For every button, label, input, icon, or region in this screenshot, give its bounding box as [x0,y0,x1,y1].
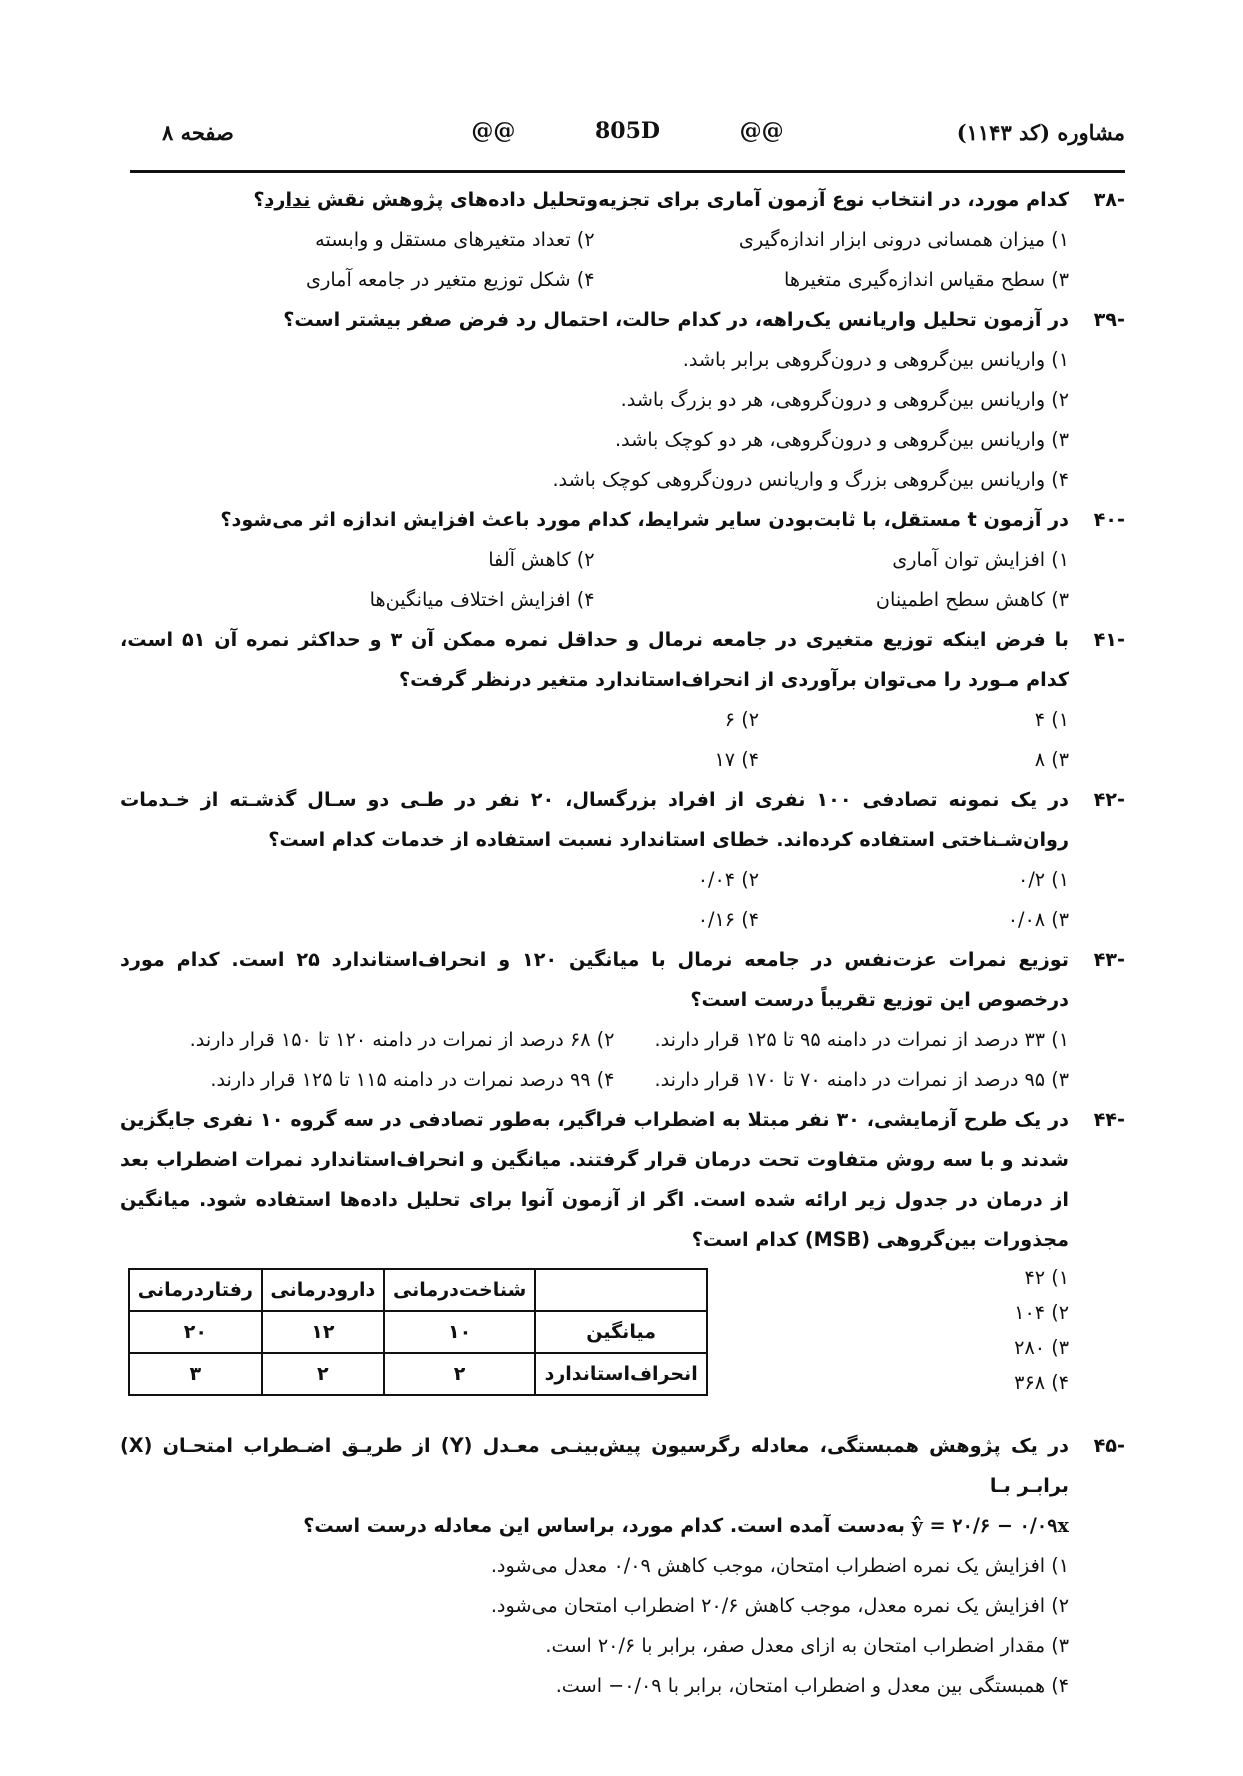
option-2[interactable]: ۲) واریانس بین‌گروهی و درون‌گروهی، هر دو بزرگ باشد. [620,388,1069,411]
question-number: -۳۸ [1093,188,1125,211]
question-number: -۴۰ [1093,508,1125,531]
option-4[interactable]: ۴) همبستگی بین معدل و اضطراب امتحان، برابر با ۰/۰۹− است. [555,1674,1069,1697]
questions-area [120,180,1125,1706]
option-1[interactable]: ۱) ۴۲ [1024,1266,1069,1289]
question-text [120,1426,1069,1546]
header-marker: @@ [739,118,784,144]
table-header-row [129,1269,707,1311]
question-text: در آزمون تحلیل واریانس یک‌راهه، در کدام حالت، احتمال رد فرض صفر بیشتر است؟ [283,308,1069,331]
options [449,700,1069,780]
question-text: کدام مورد، در انتخاب نوع آزمون آماری برای تجزیه‌وتحلیل داده‌های پژوهش نقش ندارد؟ [253,188,1069,211]
option-4[interactable]: ۴) شکل توزیع متغیر در جامعه آماری [306,268,595,291]
question-number: -۴۴ [1093,1108,1125,1131]
header-divider [130,170,1125,173]
question-text: با فرض اینکه توزیع متغیری در جامعه نرمال و حداقل نمره ممکن آن ۳ و حداکثر نمره آن ۵۱ است، کدام مـورد را می‌توان برآوردی از انحراف‌استاندارد متغیر درنظر گرفت؟ [120,628,1069,691]
underlined-word: ندارد [264,188,311,211]
header-course-code: مشاوره (کد ۱۱۴۳) [956,120,1125,145]
question-text: در یک نمونه تصادفی ۱۰۰ نفری از افراد بزرگسال، ۲۰ نفر در طـی دو سـال گذشـته از خـدمات روان‌شـناختی استفاده کرده‌اند. خطای استاندارد نسبت استفاده از خدمات کدام است؟ [120,788,1070,851]
treatment-table [128,1268,708,1396]
option-2[interactable]: ۲) ۰/۰۴ [697,868,759,891]
table-row-label: انحراف‌استاندارد [535,1353,707,1395]
table-cell: ۲ [262,1353,384,1395]
option-2[interactable]: ۲) ۶۸ درصد از نمرات در دامنه ۱۲۰ تا ۱۵۰ قرار دارند. [189,1028,615,1051]
table-row [129,1353,707,1395]
table-header-cell: دارودرمانی [262,1269,384,1311]
question-number: -۴۳ [1093,948,1125,971]
question-text-line-2: ŷ = ۲۰/۶ − ۰/۰۹x به‌دست آمده است. کدام مورد، براساس این معادله درست است؟ [303,1514,1069,1537]
question-text: در یک طرح آزمایشی، ۳۰ نفر مبتلا به اضطراب فراگیر، به‌طور تصادفی در سه گروه ۱۰ نفری جایگزین شدند و با سه روش متفاوت تحت درمان قرار گرفتند. میانگین و انحراف‌استاندارد نمرات اضطراب بعد از درمان در جدول زیر ارائه شده است. اگر از آزمون آنوا برای تحلیل داده‌ها استفاده شود. میانگین مجذورات بین‌گروهی (MSB) کدام است؟ [120,1108,1069,1251]
option-3[interactable]: ۳) ۰/۰۸ [1007,908,1069,931]
options [120,340,1069,500]
question-38 [120,180,1125,300]
option-2[interactable]: ۲) تعداد متغیرهای مستقل و وابسته [315,228,595,251]
option-3[interactable]: ۳) سطح مقیاس اندازه‌گیری متغیرها [783,268,1069,291]
table-header-cell: شناخت‌درمانی [384,1269,535,1311]
option-4[interactable]: ۴) ۱۷ [714,748,759,771]
table-cell [535,1269,707,1311]
option-3[interactable]: ۳) کاهش سطح اطمینان [875,588,1069,611]
option-3[interactable]: ۳) واریانس بین‌گروهی و درون‌گروهی، هر دو کوچک باشد. [614,428,1069,451]
option-1[interactable]: ۱) ۳۳ درصد از نمرات در دامنه ۹۵ تا ۱۲۵ قرار دارند. [654,1028,1069,1051]
header-booklet-code [130,118,1125,144]
options [120,1020,1069,1060]
options [120,220,1069,300]
page-header [130,112,1125,158]
question-44 [120,1100,1125,1426]
table-cell: ۲ [384,1353,535,1395]
question-number: -۴۲ [1093,788,1125,811]
option-4[interactable]: ۴) ۰/۱۶ [697,908,759,931]
table-row-label: میانگین [535,1311,707,1353]
question-40 [120,500,1125,620]
option-3[interactable]: ۳) ۸ [1034,748,1069,771]
option-4[interactable]: ۴) افزایش اختلاف میانگین‌ها [369,588,595,611]
table-cell: ۱۰ [384,1311,535,1353]
header-page-number: صفحه ۸ [162,120,234,145]
question-number: -۳۹ [1093,308,1125,331]
option-1[interactable]: ۱) میزان همسانی درونی ابزار اندازه‌گیری [738,228,1069,251]
options [120,1546,1069,1706]
option-4[interactable]: ۴) واریانس بین‌گروهی بزرگ و واریانس درون‌گروهی کوچک باشد. [552,468,1069,491]
option-1[interactable]: ۱) افزایش یک نمره اضطراب امتحان، موجب کاهش ۰/۰۹ معدل می‌شود. [490,1554,1069,1577]
option-4[interactable]: ۴) ۳۶۸ [1014,1371,1069,1394]
option-2[interactable]: ۲) ۶ [724,708,759,731]
question-text: توزیع نمرات عزت‌نفس در جامعه نرمال با میانگین ۱۲۰ و انحراف‌استاندارد ۲۵ است. کدام مورد درخصوص این توزیع تقریباً درست است؟ [120,948,1069,1011]
table-cell: ۱۲ [262,1311,384,1353]
question-number: -۴۵ [1093,1434,1125,1457]
header-marker: @@ [471,118,516,144]
question-39 [120,300,1125,500]
option-2[interactable]: ۲) افزایش یک نمره معدل، موجب کاهش ۲۰/۶ اضطراب امتحان می‌شود. [490,1594,1069,1617]
option-1[interactable]: ۱) ۰/۲ [1018,868,1069,891]
question-number: -۴۱ [1093,628,1125,651]
regression-equation: ŷ = ۲۰/۶ − ۰/۰۹x [911,1514,1069,1537]
option-2[interactable]: ۲) ۱۰۴ [1014,1301,1069,1324]
question-42 [120,780,1125,940]
option-1[interactable]: ۱) افزایش توان آماری [892,548,1069,571]
option-1[interactable]: ۱) ۴ [1034,708,1069,731]
table-cell: ۲۰ [129,1311,262,1353]
option-3[interactable]: ۳) ۲۸۰ [1014,1336,1069,1359]
option-4[interactable]: ۴) ۹۹ درصد نمرات در دامنه ۱۱۵ تا ۱۲۵ قرار دارند. [210,1068,615,1091]
question-44-body [120,1260,1069,1426]
option-1[interactable]: ۱) واریانس بین‌گروهی و درون‌گروهی برابر باشد. [682,348,1069,371]
question-text-line-1: در یک پژوهش همبستگی، معادله رگرسیون پیش‌بینـی معـدل (Y) از طریـق اضـطراب امتحـان (X) برابـر بـا [120,1434,1070,1497]
table-cell: ۳ [129,1353,262,1395]
header-code: 805D [594,118,660,144]
options [449,860,1069,940]
question-43 [120,940,1125,1100]
option-3[interactable]: ۳) مقدار اضطراب امتحان به ازای معدل صفر، برابر با ۲۰/۶ است. [545,1634,1069,1657]
table-row [129,1311,707,1353]
table-header-cell: رفتاردرمانی [129,1269,262,1311]
options [120,1060,1069,1100]
option-3[interactable]: ۳) ۹۵ درصد از نمرات در دامنه ۷۰ تا ۱۷۰ قرار دارند. [654,1068,1069,1091]
question-text: در آزمون t مستقل، با ثابت‌بودن سایر شرایط، کدام مورد باعث افزایش اندازه اثر می‌شود؟ [220,508,1069,531]
option-2[interactable]: ۲) کاهش آلفا [488,548,595,571]
question-41 [120,620,1125,780]
question-45 [120,1426,1125,1706]
options [120,540,1069,620]
options [869,1260,1069,1400]
